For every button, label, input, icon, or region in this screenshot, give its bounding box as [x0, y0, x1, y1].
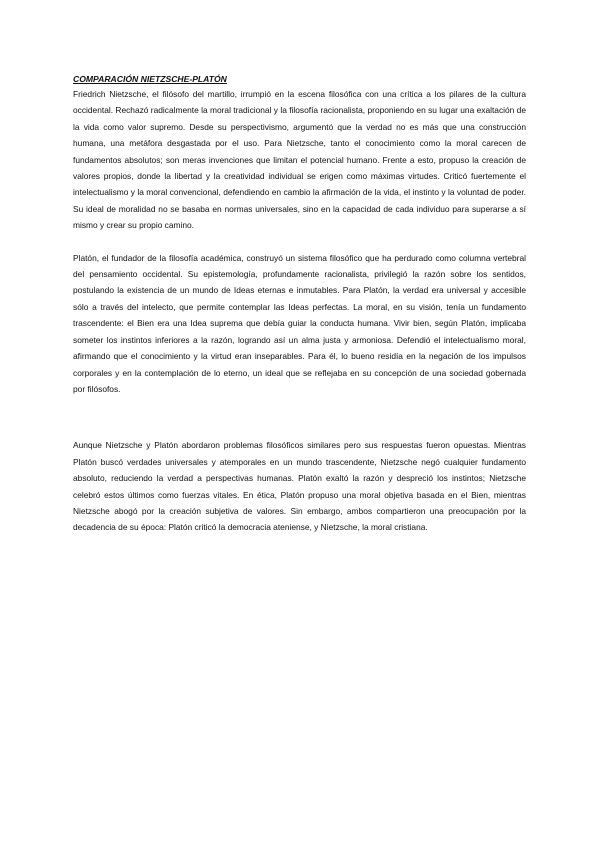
- paragraph-comparison: Aunque Nietzsche y Platón abordaron problemas filosóficos similares pero sus respuestas fueron opuestas. Mientras Platón buscó verdades universales y atemporales en un mundo trascendente, Nietzsche negó cualquier fundamento absoluto, reduciendo la verdad a perspectivas humanas. Platón exaltó la razón y despreció los instintos; Nietzsche celebró estos últimos como fuerzas vitales. En ética, Platón propuso una moral objetiva basada en el Bien, mientras Nietzsche abogó por la creación subjetiva de valores. Sin embargo, ambos compartieron una preocupación por la decadencia de su época: Platón criticó la democracia ateniense, y Nietzsche, la moral cristiana.: [73, 440, 526, 533]
- document-title: COMPARACIÓN NIETZSCHE-PLATÓN: [73, 74, 227, 84]
- paragraph-nietzsche: Friedrich Nietzsche, el filósofo del martillo, irrumpió en la escena filosófica con una crítica a los pilares de la cultura occidental. Rechazó radicalmente la moral tradicional y la filosofía racionalista, proponiendo en su lugar una exaltación de la vida como valor supremo. Desde su perspectivismo, argumentó que la verdad no es más que una construcción humana, una metáfora desgastada por el uso. Para Nietzsche, tanto el conocimiento como la moral carecen de fundamentos absolutos; son meras invenciones que limitan el potencial humano. Frente a esto, propuso la creación de valores propios, donde la libertad y la creatividad individual se erigen como máximas virtudes. Criticó fuertemente el intelectualismo y la moral convencional, defendiendo en cambio la afirmación de la vida, el instinto y la voluntad de poder. Su ideal de moralidad no se basaba en normas universales, sino en la capacidad de cada individuo para superarse a sí mismo y crear su propio camino.: [73, 89, 526, 231]
- document-page: [73, 72, 526, 536]
- paragraph-platon: Platón, el fundador de la filosofía académica, construyó un sistema filosófico que ha perdurado como columna vertebral del pensamiento occidental. Su epistemología, profundamente racionalista, privilegió la razón sobre los sentidos, postulando la existencia de un mundo de Ideas eternas e inmutables. Para Platón, la verdad era universal y accesible sólo a través del intelecto, que permite contemplar las Ideas perfectas. La moral, en su visión, tenía un fundamento trascendente: el Bien era una Idea suprema que debía guiar la conducta humana. Vivir bien, según Platón, implicaba someter los instintos inferiores a la razón, logrando así un alma justa y armoniosa. Defendió el intelectualismo moral, afirmando que el conocimiento y la virtud eran inseparables. Para él, lo bueno residía en la negación de los impulsos corporales y en la contemplación de lo eterno, un ideal que se reflejaba en su concepción de una sociedad gobernada por filósofos.: [73, 252, 526, 394]
